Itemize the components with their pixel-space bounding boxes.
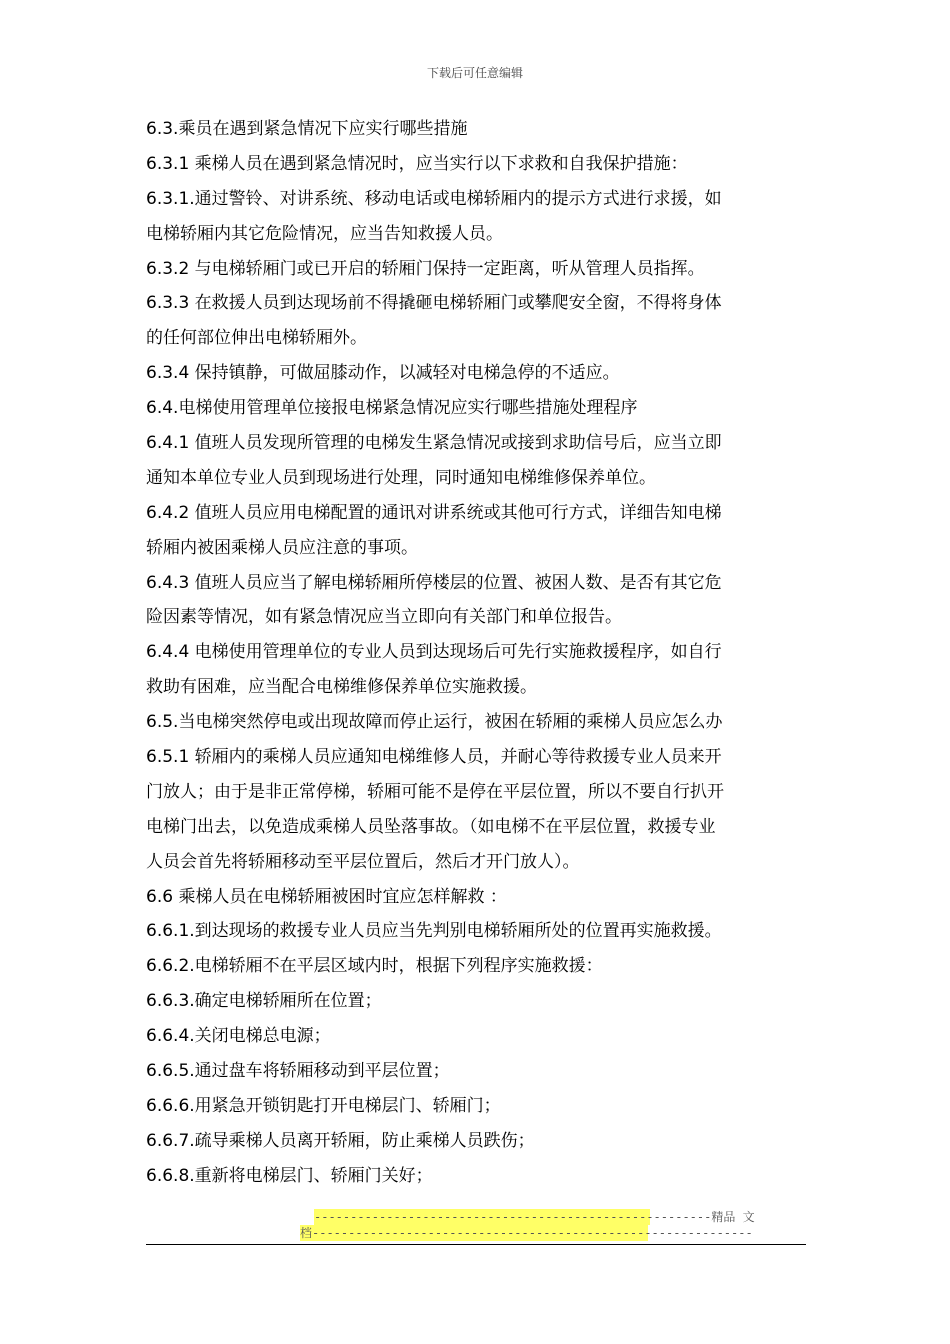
text-line: 轿厢内被困乘梯人员应注意的事项。 [146,537,418,558]
text-line: 6.5.当电梯突然停电或出现故障而停止运行，被困在轿厢的乘梯人员应怎么办 [146,712,723,733]
footer-watermark [300,1209,755,1241]
footer-line-1: -------------------------------------------------------精品 文 [314,1210,755,1224]
text-line: 6.6.1.到达现场的救援专业人员应当先判别电梯轿厢所处的位置再实施救援。 [146,921,722,942]
footer-rule [146,1244,806,1245]
text-line: 6.4.1 值班人员发现所管理的电梯发生紧急情况或接到求助信号后，应当立即 [146,433,722,454]
text-line: 6.6.7.疏导乘梯人员离开轿厢，防止乘梯人员跌伤； [146,1130,535,1151]
text-line: 电梯轿厢内其它危险情况，应当告知救援人员。 [146,223,503,244]
header-note: 下载后可任意编辑 [426,66,523,80]
text-line: 6.6.3.确定电梯轿厢所在位置； [146,991,382,1012]
text-line: 6.6.6.用紧急开锁钥匙打开电梯层门、轿厢门； [146,1095,501,1116]
text-line: 6.5.1 轿厢内的乘梯人员应通知电梯维修人员，并耐心等待救援专业人员来开 [146,747,722,768]
text-line: 6.6.5.通过盘车将轿厢移动到平层位置； [146,1061,450,1082]
text-line: 门放人；由于是非正常停梯，轿厢可能不是停在平层位置，所以不要自行扒开 [146,781,724,802]
text-line: 6.4.电梯使用管理单位接报电梯紧急情况应实行哪些措施处理程序 [146,398,638,419]
text-line: 6.3.1.通过警铃、对讲系统、移动电话或电梯轿厢内的提示方式进行求援，如 [146,188,722,209]
text-line: 6.6 乘梯人员在电梯轿厢被困时宜应怎样解救 ： [146,886,507,907]
text-line: 电梯门出去，以免造成乘梯人员坠落事故。（如电梯不在平层位置，救援专业 [146,816,716,837]
text-line: 6.3.3 在救援人员到达现场前不得撬砸电梯轿厢门或攀爬安全窗，不得将身体 [146,293,722,314]
text-line: 的任何部位伸出电梯轿厢外。 [146,328,367,349]
text-line: 通知本单位专业人员到现场进行处理，同时通知电梯维修保养单位。 [146,467,656,488]
text-line: 6.3.1 乘梯人员在遇到紧急情况时，应当实行以下求救和自我保护措施： [146,153,688,174]
text-line: 6.3.乘员在遇到紧急情况下应实行哪些措施 [146,119,468,139]
text-line: 6.4.4 电梯使用管理单位的专业人员到达现场后可先行实施救援程序，如自行 [146,642,722,663]
footer-line-2: 档------------------------------------------------------------- [300,1226,753,1240]
text-line: 6.6.4.关闭电梯总电源； [146,1026,331,1047]
document-body [146,112,808,1194]
text-line: 6.3.2 与电梯轿厢门或已开启的轿厢门保持一定距离，听从管理人员指挥。 [146,258,705,279]
text-line: 6.3.4 保持镇静，可做屈膝动作，以减轻对电梯急停的不适应。 [146,363,620,384]
text-line: 6.4.3 值班人员应当了解电梯轿厢所停楼层的位置、被困人数、是否有其它危 [146,572,722,593]
text-line: 6.6.2.电梯轿厢不在平层区域内时，根据下列程序实施救援： [146,956,603,977]
text-line: 6.6.8.重新将电梯层门、轿厢门关好； [146,1165,433,1186]
text-line: 人员会首先将轿厢移动至平层位置后，然后才开门放人）。 [146,851,580,872]
text-line: 6.4.2 值班人员应用电梯配置的通讯对讲系统或其他可行方式，详细告知电梯 [146,502,722,523]
text-line: 救助有困难，应当配合电梯维修保养单位实施救援。 [146,677,537,698]
text-line: 险因素等情况，如有紧急情况应当立即向有关部门和单位报告。 [146,607,622,628]
